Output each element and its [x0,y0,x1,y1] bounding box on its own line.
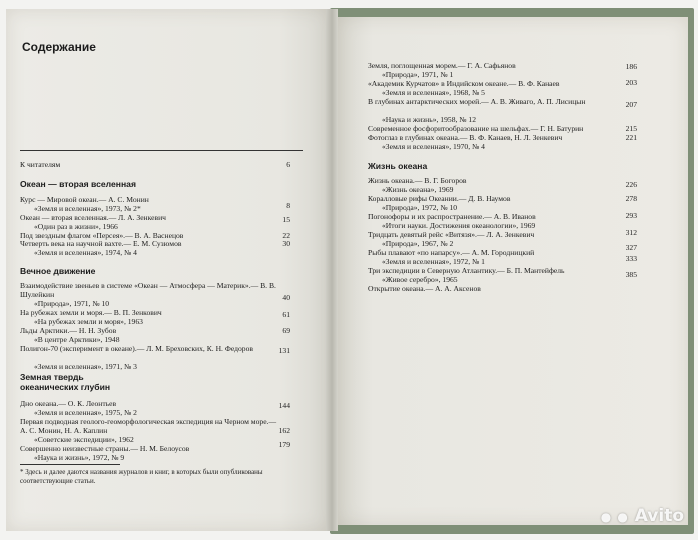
toc-source: «Земля и вселенная», 1970, № 4 [382,142,485,151]
toc-entry: Дно океана.— О. К. Леонтьев [20,399,117,408]
section-title-1: Океан — вторая вселенная [20,179,136,189]
toc-entry: Под звездным флагом «Персея».— В. А. Васнецов [20,231,184,240]
toc-entry: Льды Арктики.— Н. Н. Зубов [20,326,117,335]
toc-entry: Жизнь океана.— В. Г. Богоров [368,176,467,185]
toc-page: 312 [625,228,637,237]
toc-source: «Природа», 1967, № 2 [382,239,454,248]
section-title-3b: океанических глубин [20,382,111,392]
toc-source: «Наука и жизнь», 1958, № 12 [382,115,477,124]
toc-entry: Курс — Мировой океан.— А. С. Монин [20,195,149,204]
toc-page: 131 [278,346,290,355]
toc-entry: На рубежах земли и моря.— В. П. Зенкович [20,308,162,317]
toc-page: 40 [282,293,290,302]
section-title-2: Вечное движение [20,266,96,276]
toc-entry: Открытие океана.— А. А. Аксенов [368,284,481,293]
toc-source: «Земля и вселенная», 1972, № 1 [382,257,485,266]
toc-entry: Тридцать девятый рейс «Витязя».— Л. А. Зенкевич [368,230,535,239]
avito-watermark-text: Avito [634,506,684,526]
toc-entry: Четверть века на научной вахте.— Е. М. Сузюмов [20,239,182,248]
toc-page: 144 [278,401,290,410]
toc-page: 8 [286,201,290,210]
toc-source: «Живое серебро», 1965 [382,275,458,284]
toc-page: 61 [282,310,290,319]
book-spine-gutter [326,9,338,531]
footnote: * Здесь и далее даются названия журналов и книг, в которых были опубликованы соответствующие статьи. [20,468,263,485]
toc-source: «Природа», 1971, № 1 [382,70,454,79]
toc-source: «Земля и вселенная», 1975, № 2 [34,408,137,417]
avito-logo-icon: ● ● [600,510,629,524]
toc-page: 327 [625,243,637,252]
toc-source: «Природа», 1972, № 10 [382,203,458,212]
top-rule [20,150,303,151]
avito-watermark [601,506,684,526]
footnote-rule [20,464,120,465]
toc-entry: Совершенно неизвестные страны.— Н. М. Белоусов [20,444,190,453]
toc-source: «На рубежах земли и моря», 1963 [34,317,143,326]
toc-entry: Первая подводная геолого-геоморфологическая экспедиция на Черном море.— А. С. Монин, Н. А. Каплин [20,417,277,435]
section-title-3: Земная твердь [20,372,84,382]
toc-entry: В глубинах антарктических морей.— А. В. Живаго, А. П. Лисицын [368,97,586,106]
toc-source: «Жизнь океана», 1969 [382,185,454,194]
toc-entry: Земля, поглощенная морем.— Г. А. Сафьянов [368,61,516,70]
toc-page: 30 [282,239,290,248]
toc-page: 333 [625,254,637,263]
toc-entry: Коралловые рифы Океании.— Д. В. Наумов [368,194,511,203]
toc-page: 203 [625,78,637,87]
toc-entry: Рыбы плавают «по напарсу».— А. М. Городницкий [368,248,535,257]
toc-entry: Взаимодействие звеньев в системе «Океан — Атмосфера — Материк».— В. В. Шулейкин [20,281,276,299]
toc-page: 293 [625,211,637,220]
toc-page: 179 [278,440,290,449]
toc-page-intro: 6 [286,160,290,169]
toc-entry: Современное фосфоритообразование на шельфах.— Г. Н. Батурин [368,124,584,133]
toc-source: «Один раз в жизни», 1966 [34,222,118,231]
toc-page: 22 [282,231,290,240]
toc-page: 385 [625,270,637,279]
toc-entry: Три экспедиции в Северную Атлантику.— Б. П. Мантейфель [368,266,565,275]
toc-entry: Полигон-70 (эксперимент в океане).— Л. М. Бреховских, К. Н. Федоров [20,344,253,353]
toc-page: 69 [282,326,290,335]
toc-source: «Итоги науки. Достижения океанологии», 1969 [382,221,536,230]
section-title-4: Жизнь океана [368,161,428,171]
toc-source: «Земля и вселенная», 1974, № 4 [34,248,137,257]
toc-title: Содержание [22,40,96,54]
toc-source: «Природа», 1971, № 10 [34,299,110,308]
toc-source: «Земля и вселенная», 1971, № 3 [34,362,137,371]
toc-entry-intro: К читателям [20,160,61,169]
toc-page: 186 [625,62,637,71]
toc-source: «Земля и вселенная», 1968, № 5 [382,88,485,97]
toc-entry: «Академик Курчатов» в Индийском океане.— В. Ф. Канаев [368,79,560,88]
toc-page: 215 [625,124,637,133]
toc-source: «Земля и вселенная», 1973, № 2* [34,204,141,213]
toc-source: «В центре Арктики», 1948 [34,335,120,344]
toc-page: 278 [625,194,637,203]
toc-page: 221 [625,133,637,142]
toc-page: 226 [625,180,637,189]
toc-entry: Фотоглаз в глубинах океана.— В. Ф. Канаев, Н. Л. Зенкевич [368,133,563,142]
toc-source: «Советские экспедиции», 1962 [34,435,134,444]
toc-entry: Океан — вторая вселенная.— Л. А. Зенкевич [20,213,166,222]
toc-page: 207 [625,100,637,109]
toc-page: 15 [282,215,290,224]
toc-entry: Погонофоры и их распространение.— А. В. Иванов [368,212,536,221]
toc-page: 162 [278,426,290,435]
toc-source: «Наука и жизнь», 1972, № 9 [34,453,125,462]
